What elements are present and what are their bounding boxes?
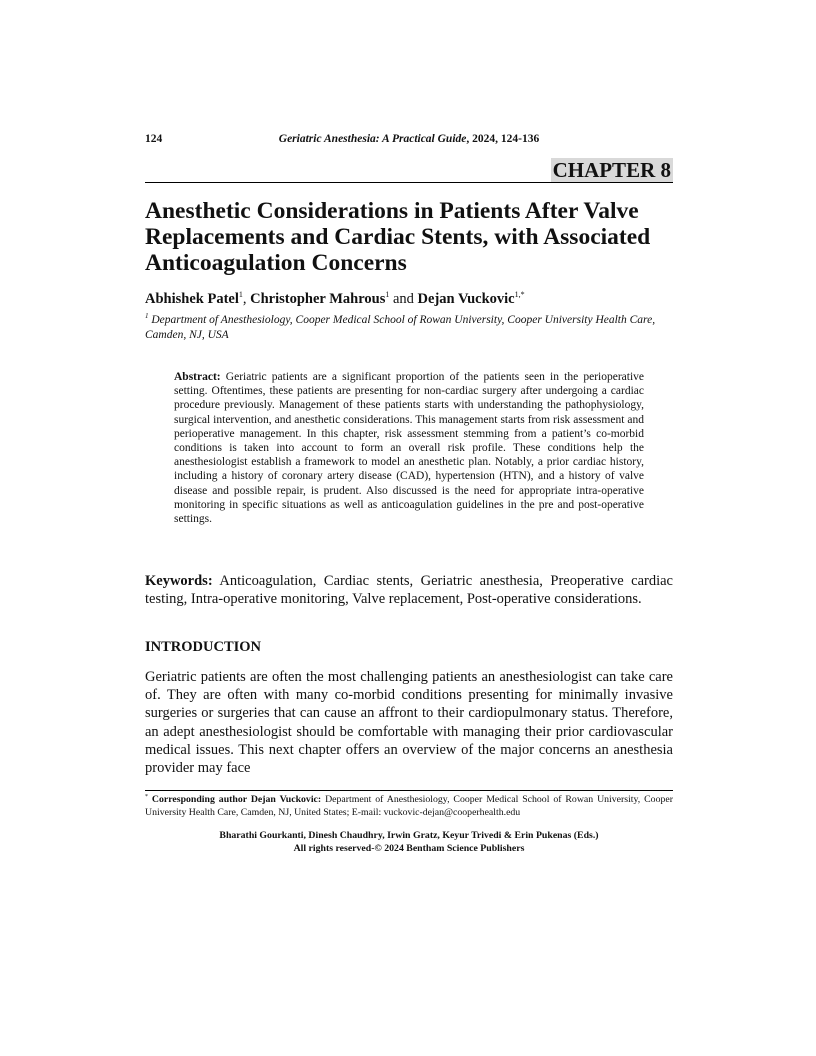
- author-affiliation-mark: 1,*: [514, 290, 525, 299]
- author-list: [145, 290, 673, 308]
- chapter-divider: [145, 182, 673, 183]
- copyright-line: All rights reserved-© 2024 Bentham Science Publishers: [293, 842, 525, 854]
- keywords: [145, 572, 673, 608]
- book-title: Geriatric Anesthesia: A Practical Guide: [278, 133, 467, 145]
- section-heading: INTRODUCTION: [145, 639, 262, 655]
- footnote-divider: [145, 790, 673, 791]
- abstract-text: Geriatric patients are a significant proportion of the patients seen in the perioperative setting. Oftentimes, these patients are presenting for non-cardiac surgery after undergoing a cardiac procedure previously. Management of these patients starts with understanding the pathophysiology, surgical intervention, and anesthetic considerations. This management starts from risk assessment and perioperative management. In this chapter, risk assessment stemming from a patient’s co-morbid conditions is taken into account to form an overall risk profile. These conditions help the anesthesiologist establish a framework to model an anesthetic plan. Notably, a prior cardiac history, including a history of coronary artery disease (CAD), hypertension (HTN), and a history of valve disease and possible repair, is prudent. Also discussed is the need for appropriate intra-operative monitoring in specific situations as well as anticoagulation guidelines in the pre and post-operative settings.: [174, 371, 644, 526]
- keywords-text: Anticoagulation, Cardiac stents, Geriatric anesthesia, Preoperative cardiac testing, Intra-operative monitoring, Valve replacement, Post-operative considerations.: [145, 573, 673, 607]
- author-name: Christopher Mahrous: [250, 291, 386, 307]
- footnote-text: Department of Anesthesiology, Cooper Medical School of Rowan University, Cooper University Health Care, Camden, NJ, United States; E-mail: vuckovic-dejan@cooperhealth.edu: [145, 794, 673, 818]
- abstract-label: Abstract:: [174, 371, 221, 383]
- introduction-paragraph: Geriatric patients are often the most challenging patients an anesthesiologist can take care of. They are often with many co-morbid conditions presenting for minimally invasive surgeries or surgeries that can cause an affront to their cardiopulmonary status. Therefore, an adept anesthesiologist should be comfortable with managing their prior cardiovascular medical issues. This next chapter offers an overview of the major concerns an anesthesia provider may face: [145, 669, 673, 777]
- page-number: 124: [145, 133, 163, 145]
- footnote-mark: *: [145, 794, 148, 800]
- abstract: [174, 370, 644, 526]
- affiliation-mark: 1: [145, 312, 149, 320]
- affiliation: [145, 313, 673, 343]
- journal-reference: [145, 133, 673, 145]
- author-separator: ,: [242, 291, 251, 307]
- footnote-label: Corresponding author Dejan Vuckovic:: [148, 794, 322, 805]
- chapter-label: CHAPTER 8: [552, 158, 671, 182]
- keywords-label: Keywords:: [145, 573, 213, 589]
- author-name: Dejan Vuckovic: [417, 291, 515, 307]
- author-affiliation-mark: 1: [238, 290, 243, 299]
- author-affiliation-mark: 1: [385, 290, 390, 299]
- running-head: [145, 133, 673, 149]
- author-separator: and: [389, 291, 418, 307]
- editors-line: Bharathi Gourkanti, Dinesh Chaudhry, Irwin Gratz, Keyur Trivedi & Erin Pukenas (Eds.): [219, 830, 599, 841]
- book-info: [145, 830, 673, 855]
- affiliation-text: Department of Anesthesiology, Cooper Medical School of Rowan University, Cooper University Health Care, Camden, NJ, USA: [145, 314, 656, 341]
- citation: , 2024, 124-136: [466, 133, 540, 145]
- chapter-title: Anesthetic Considerations in Patients After Valve Replacements and Cardiac Stents, with Associated Anticoagulation Concerns: [145, 198, 651, 276]
- footnote: [145, 794, 673, 819]
- author-name: Abhishek Patel: [145, 291, 239, 307]
